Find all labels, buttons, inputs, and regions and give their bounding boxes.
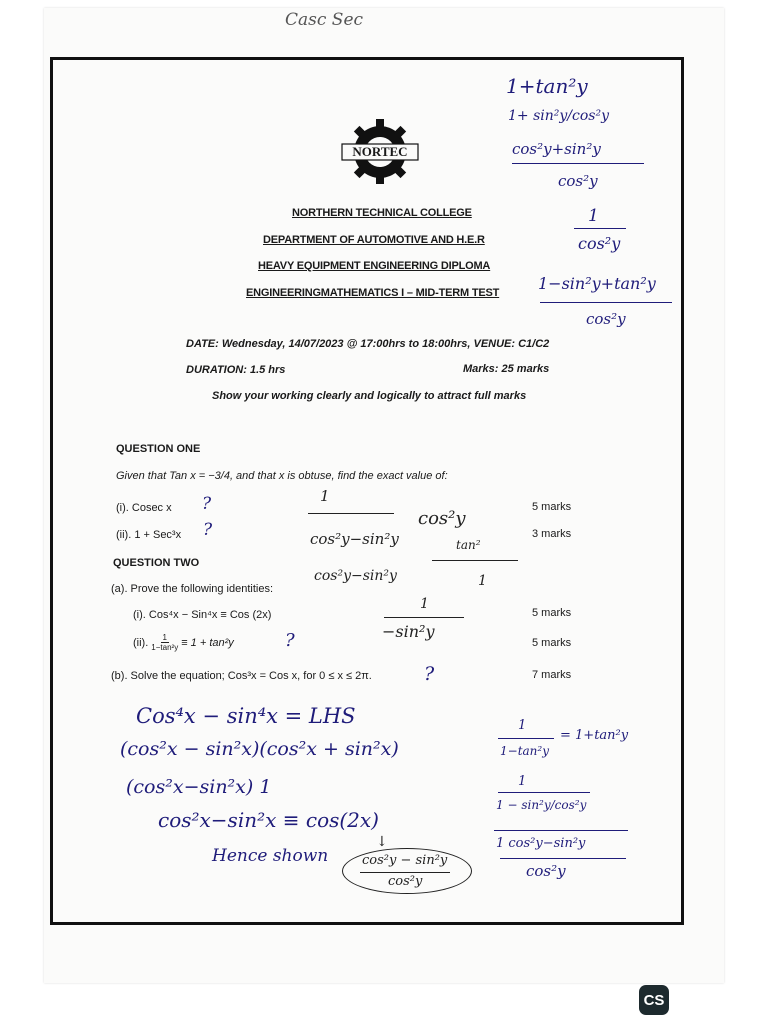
hw-line: 1−sin²y+tan²y: [538, 274, 656, 293]
hw-line: Hence shown: [212, 846, 329, 866]
hw-line: cos²y: [418, 508, 466, 529]
q2-a-ii-num: 1: [162, 633, 167, 642]
total-marks: Marks: 25 marks: [463, 363, 550, 375]
hw-line: −sin²y: [382, 622, 435, 641]
department-name: DEPARTMENT OF AUTOMOTIVE AND H.E.R: [263, 234, 485, 246]
hw-line: cos²y+sin²y: [512, 140, 601, 158]
hw-line: 1+tan²y: [506, 74, 588, 98]
q2-a-ii-rest: ≡ 1 + tan²y: [181, 636, 234, 649]
hw-line: 1: [320, 487, 330, 505]
hw-line: 1 cos²y−sin²y: [496, 836, 586, 851]
hw-fraction-bar: [500, 858, 626, 859]
hw-fraction-bar: [498, 792, 590, 793]
q1-given: Given that Tan x = −3/4, and that x is obtuse, find the exact value of:: [116, 470, 448, 482]
hw-line: 1: [478, 573, 487, 589]
hw-line: 1+ sin²y/cos²y: [508, 108, 609, 124]
q2-a-ii: [133, 633, 234, 652]
camscanner-badge: CS: [639, 985, 669, 1015]
hw-line: 1: [588, 206, 599, 226]
program-name: HEAVY EQUIPMENT ENGINEERING DIPLOMA: [258, 260, 491, 272]
hw-line: 1: [518, 774, 527, 789]
q1-heading: QUESTION ONE: [116, 443, 201, 455]
hw-frac-den: cos²y: [388, 874, 423, 889]
hw-frac-num: cos²y − sin²y: [362, 853, 448, 868]
q1-part-ii-marks: 3 marks: [532, 528, 572, 540]
top-scribble: Casc Sec: [285, 10, 364, 30]
hw-line: tan²: [456, 538, 481, 552]
hw-fraction-bar: [432, 560, 518, 561]
hw-line: Cos⁴x − sin⁴x = LHS: [136, 704, 356, 728]
hw-line: 1: [518, 718, 527, 733]
test-title: ENGINEERINGMATHEMATICS I – MID-TERM TEST: [246, 287, 500, 299]
hw-fraction-bar: [574, 228, 626, 229]
q2-a-ii-prefix: (ii).: [133, 636, 149, 649]
duration: DURATION: 1.5 hrs: [186, 364, 286, 376]
q2-a-i: (i). Cos⁴x − Sin⁴x ≡ Cos (2x): [133, 609, 272, 621]
hw-line: cos²x−sin²x ≡ cos(2x): [158, 808, 379, 832]
instruction: Show your working clearly and logically to attract full marks: [212, 390, 527, 402]
q1-part-i-marks: 5 marks: [532, 501, 572, 513]
q2-a-ii-marks: 5 marks: [532, 637, 572, 649]
nortec-logo: [336, 118, 424, 184]
hw-line: = 1+tan²y: [560, 728, 629, 743]
handwritten-question-mark: ?: [285, 630, 295, 651]
q2-a-ii-fraction: [151, 633, 178, 652]
hw-line: 1−tan²y: [500, 744, 549, 758]
handwritten-question-mark: ?: [424, 663, 435, 685]
hw-fraction-bar: [384, 617, 464, 618]
q2-b: (b). Solve the equation; Cos³x = Cos x, for 0 ≤ x ≤ 2π.: [111, 670, 372, 682]
logo-text: NORTEC: [352, 144, 408, 159]
handwritten-question-mark: ?: [203, 520, 213, 540]
hw-line: 1: [420, 596, 429, 612]
date-line: DATE: Wednesday, 14/07/2023 @ 17:00hrs to 18:00hrs, VENUE: C1/C2: [186, 338, 550, 350]
hw-line: cos²y: [586, 310, 626, 328]
q2-a: (a). Prove the following identities:: [111, 583, 274, 595]
q1-part-i: (i). Cosec x: [116, 502, 172, 514]
handwritten-question-mark: ?: [202, 494, 212, 514]
hw-fraction-bar: [308, 513, 394, 514]
hw-fraction-bar: [494, 830, 628, 831]
q2-a-ii-den: 1−tan²y: [151, 643, 179, 652]
q2-b-marks: 7 marks: [532, 669, 572, 681]
hw-line: cos²y−sin²y: [314, 568, 397, 584]
hw-line: (cos²x − sin²x)(cos²x + sin²x): [120, 738, 399, 760]
hw-fraction-bar: [360, 872, 450, 873]
college-name: NORTHERN TECHNICAL COLLEGE: [292, 207, 472, 219]
hw-line: cos²y: [578, 234, 621, 253]
hw-line: cos²y−sin²y: [310, 530, 399, 548]
q2-heading: QUESTION TWO: [113, 557, 200, 569]
q1-part-ii: (ii). 1 + Sec³x: [116, 529, 182, 541]
hw-line: (cos²x−sin²x) 1: [126, 776, 272, 798]
hw-fraction-bar: [512, 163, 644, 164]
hw-fraction-bar: [498, 738, 554, 739]
hw-line: cos²y: [558, 172, 598, 190]
hw-fraction-bar: [540, 302, 672, 303]
q2-a-i-marks: 5 marks: [532, 607, 572, 619]
hw-line: cos²y: [526, 862, 566, 880]
hw-arrow: ↓: [376, 834, 388, 850]
hw-line: 1 − sin²y/cos²y: [496, 798, 587, 812]
